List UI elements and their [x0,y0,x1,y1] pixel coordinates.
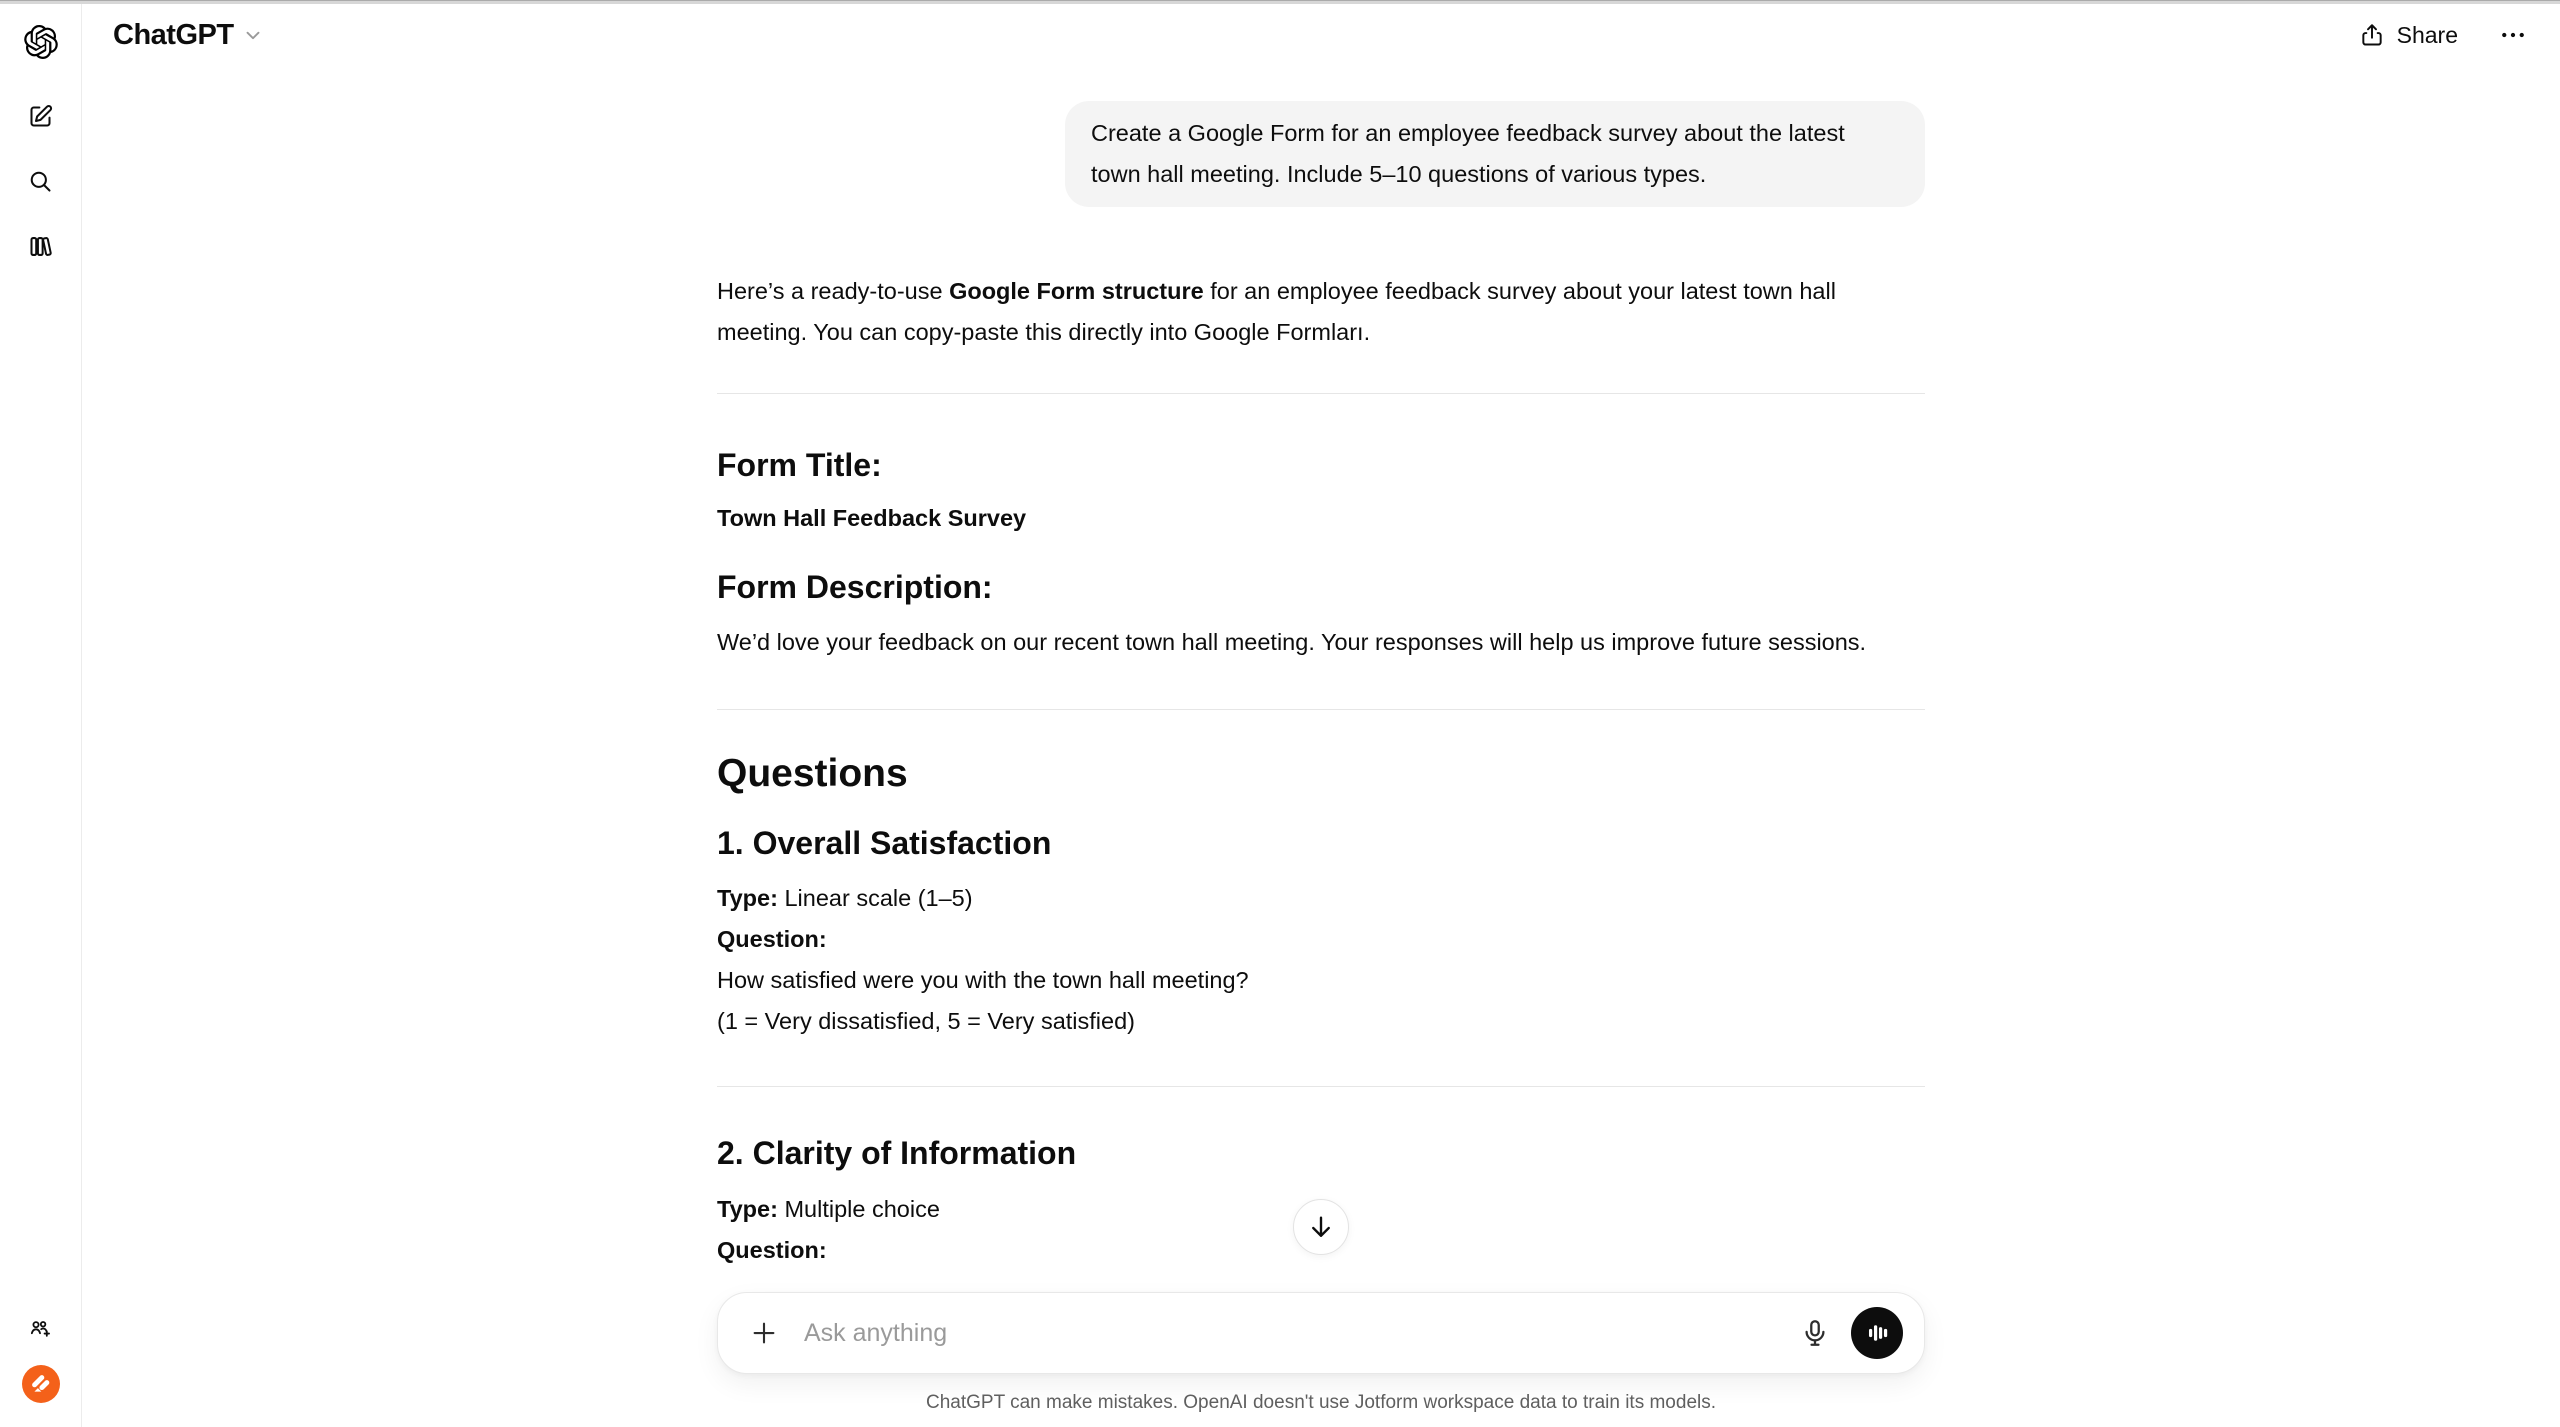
openai-logo-icon [24,25,58,59]
new-chat-icon [27,103,54,130]
sidebar [0,4,82,1427]
sidebar-bottom [24,1311,58,1401]
attach-button[interactable] [742,1311,786,1355]
search-button[interactable] [24,164,58,198]
share-label: Share [2396,21,2458,48]
question-2-body: Type: Multiple choice Question: [717,1196,940,1263]
question-2-heading: 2. Clarity of Information [717,1135,1077,1171]
people-plus-icon [27,1315,54,1342]
question-1-body: Type: Linear scale (1–5) Question: How satisfied were you with the town hall meeting? (1 = Very dissatisfied, 5 = Very satisfied) [717,885,1249,1034]
plus-icon [749,1318,779,1348]
share-button[interactable] [2359,22,2458,49]
header-actions [2359,14,2534,56]
ellipsis-icon [2498,20,2528,50]
model-switcher[interactable] [113,19,264,52]
conversation [717,4,1925,1271]
chat-header [82,4,2560,66]
jotform-logo-icon [22,1365,60,1403]
divider [717,1086,1925,1087]
conversation-area [82,4,2560,1427]
divider [717,393,1925,394]
question-1-heading: 1. Overall Satisfaction [717,825,1052,861]
form-description-value: We’d love your feedback on our recent town hall meeting. Your responses will help us improve future sessions. [717,629,1867,655]
arrow-down-icon [1306,1212,1336,1242]
assistant-message [717,271,1925,1271]
app-title: ChatGPT [113,18,234,51]
invite-members-button[interactable] [24,1311,58,1345]
new-chat-button[interactable] [24,99,58,133]
chevron-down-icon [242,24,264,46]
user-message-bubble [1065,101,1925,207]
window-top-edge [0,0,2560,4]
disclaimer-text: ChatGPT can make mistakes. OpenAI doesn't use Jotform workspace data to train its models. [925,1392,1717,1413]
divider [717,709,1925,710]
search-icon [27,168,54,195]
message-input[interactable] [804,1319,1793,1348]
microphone-icon [1799,1317,1831,1349]
questions-heading: Questions [717,752,908,795]
voice-mode-button[interactable] [1851,1307,1903,1359]
composer [717,1292,1925,1374]
sidebar-nav [24,99,58,263]
waveform-icon [1864,1320,1890,1346]
library-button[interactable] [24,229,58,263]
form-description-heading: Form Description: [717,569,993,605]
form-title-value: Town Hall Feedback Survey [717,505,1027,531]
user-message-text: Create a Google Form for an employee feedback survey about the latest town hall meeting. Include 5–10 questions of various types. [1091,120,1845,187]
jotform-workspace-button[interactable] [24,1367,58,1401]
library-icon [27,233,54,260]
scroll-to-bottom-button[interactable] [1293,1199,1349,1255]
share-icon [2359,22,2385,48]
more-options-button[interactable] [2492,14,2534,56]
intro-paragraph: Here’s a ready-to-use Google Form structure for an employee feedback survey about your latest town hall meeting. You can copy-paste this directly into Google Formları. [717,278,1836,345]
dictate-button[interactable] [1793,1311,1837,1355]
form-title-heading: Form Title: [717,447,882,483]
